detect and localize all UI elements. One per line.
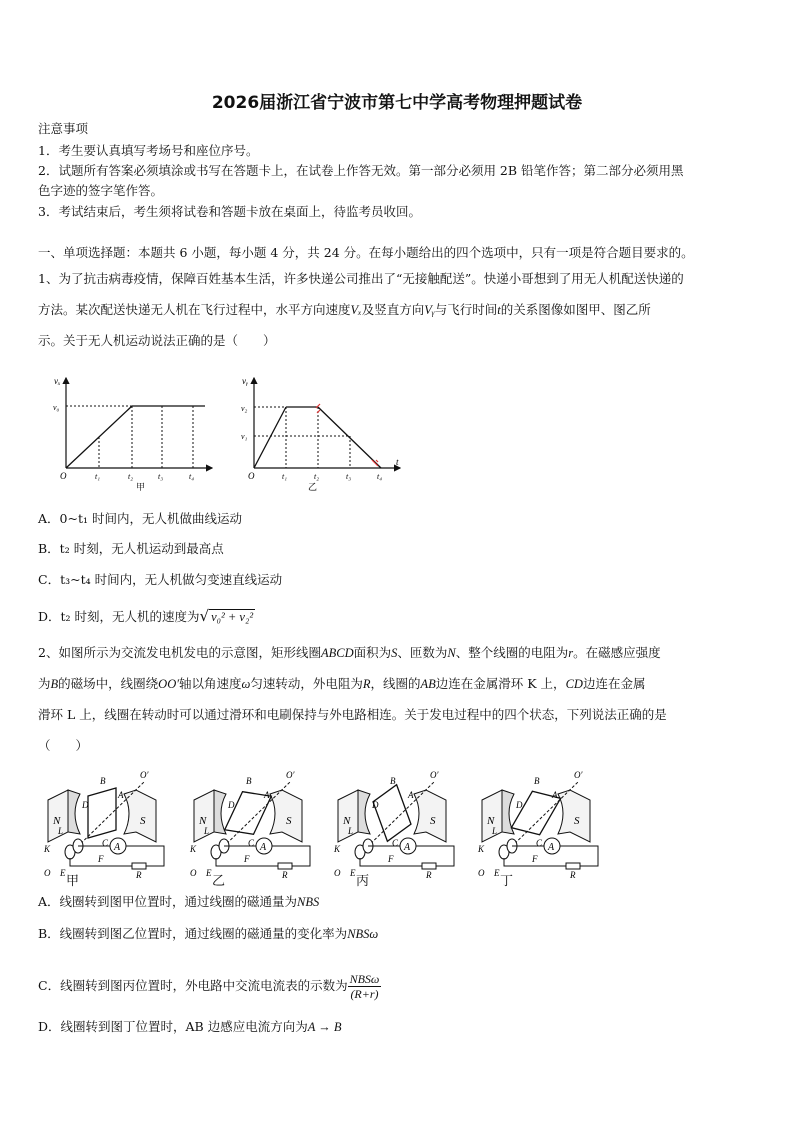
figure-label: O′ — [574, 770, 583, 780]
figure-label: S — [286, 815, 292, 827]
figure-label: K — [44, 844, 51, 854]
figure-label: C — [102, 838, 109, 848]
section-heading: 一、单项选择题：本题共 6 小题，每小题 4 分，共 24 分。在每小题给出的四个选项中，只有一项是符合题目要求的。 — [38, 245, 694, 260]
figure-label: D — [82, 800, 89, 810]
page-title: 2026届浙江省宁波市第七中学高考物理押题试卷 — [211, 93, 583, 113]
figure-label: E — [350, 868, 356, 878]
q1-option-d: D．t₂ 时刻，无人机的速度为√ v₀² + v₂² — [38, 607, 254, 625]
q2-stem-line4: （ ） — [38, 738, 89, 753]
generator-diagram — [40, 768, 170, 880]
generator-diagram — [474, 768, 604, 880]
figure-label: O — [478, 868, 485, 878]
generator-figure — [186, 768, 316, 880]
figure-label: D — [372, 800, 379, 810]
figure-label: O′ — [430, 770, 439, 780]
q2-stem-line1: 2、如图所示为交流发电机发电的示意图，矩形线圈ABCD面积为S、匝数为N、整个线圈的电阻为r。在磁感应强度 — [38, 645, 661, 660]
generator-figure — [474, 768, 604, 880]
svg-text:t: t — [396, 457, 399, 467]
figure-label: F — [388, 854, 394, 864]
q1-option-c: C．t₃~t₄ 时间内，无人机做匀变速直线运动 — [38, 572, 283, 587]
figure-label: K — [334, 844, 341, 854]
figure-label: B — [246, 776, 252, 786]
figure-label: A — [264, 790, 270, 800]
q2-option-a: A．线圈转到图甲位置时，通过线圈的磁通量为NBS — [38, 894, 320, 909]
q1-stem-line1: 1、为了抗击病毒疫情，保障百姓基本生活，许多快递公司推出了“无接触配送”。快递小哥想到了用无人机配送快递的 — [38, 271, 684, 286]
svg-text:t₄: t₄ — [189, 472, 195, 481]
figure-label: L — [492, 826, 498, 836]
figure-label: F — [98, 854, 104, 864]
svg-text:vᵧ: vᵧ — [242, 376, 249, 386]
figure-label: B — [100, 776, 106, 786]
figure-label: R — [136, 870, 142, 880]
figure-label: D — [516, 800, 523, 810]
figure-caption: 丁 — [500, 874, 514, 889]
generator-diagram — [186, 768, 316, 880]
figure-label: L — [348, 826, 354, 836]
svg-text:t₁: t₁ — [95, 472, 101, 481]
figure-label: A — [408, 790, 414, 800]
figure-label: R — [282, 870, 288, 880]
figure-label: N — [487, 815, 495, 827]
svg-text:v₂: v₂ — [241, 404, 248, 413]
figure-caption: 乙 — [212, 874, 226, 889]
figure-label: B — [534, 776, 540, 786]
figure-label: O — [334, 868, 341, 878]
figure-label: F — [244, 854, 250, 864]
q2-stem-line2: 为B的磁场中，线圈绕OO′轴以角速度ω匀速转动，外电阻为R，线圈的AB边连在金属滑环 K 上，CD边连在金属 — [38, 676, 646, 691]
figure-label: O — [190, 868, 197, 878]
svg-text:t₁: t₁ — [282, 472, 288, 481]
q1-graph-yi — [238, 372, 408, 492]
fraction: $\frac{\text{NBSω}}{(R+r)}$ — [349, 972, 380, 1001]
svg-text:t₄: t₄ — [377, 472, 383, 481]
figure-label: D — [228, 800, 235, 810]
figure-label: L — [58, 826, 64, 836]
svg-text:v₁: v₁ — [241, 432, 248, 441]
figure-caption: 甲 — [66, 874, 80, 889]
svg-text:t₃: t₃ — [346, 472, 352, 481]
figure-label: R — [426, 870, 432, 880]
figure-label: L — [204, 826, 210, 836]
notice-item: 色字迹的签字笔作答。 — [38, 183, 164, 198]
q2-option-b: B．线圈转到图乙位置时，通过线圈的磁通量的变化率为NBSω — [38, 926, 379, 941]
svg-text:O: O — [248, 471, 255, 481]
figure-label: S — [140, 815, 146, 827]
generator-figure — [330, 768, 460, 880]
figure-label: B — [390, 776, 396, 786]
svg-text:t₃: t₃ — [158, 472, 164, 481]
q1-option-a: A．0~t₁ 时间内，无人机做曲线运动 — [38, 511, 242, 526]
svg-text:v₀: v₀ — [53, 403, 60, 412]
figure-label: C — [392, 838, 399, 848]
q1-stem-line3: 示。关于无人机运动说法正确的是（ ） — [38, 333, 276, 348]
figure-label: N — [199, 815, 207, 827]
svg-text:t₂: t₂ — [128, 472, 134, 481]
q2-stem-line3: 滑环 L 上，线圈在转动时可以通过滑环和电刷保持与外电路相连。关于发电过程中的四个状态，下列说法正确的是 — [38, 707, 667, 722]
figure-label: S — [574, 815, 580, 827]
svg-text:甲: 甲 — [136, 482, 146, 492]
notice-item: 2．试题所有答案必须填涂或书写在答题卡上，在试卷上作答无效。第一部分必须用 2B 铅笔作答；第二部分必须用黑 — [38, 163, 684, 178]
figure-label: C — [536, 838, 543, 848]
figure-label: N — [343, 815, 351, 827]
figure-label: A — [548, 842, 555, 853]
svg-text:vₓ: vₓ — [54, 376, 61, 386]
figure-caption: 丙 — [356, 874, 370, 889]
figure-label: A — [404, 842, 411, 853]
figure-label: E — [206, 868, 212, 878]
figure-label: S — [430, 815, 436, 827]
figure-label: E — [60, 868, 66, 878]
q1-graph-jia — [50, 372, 220, 492]
figure-label: O′ — [286, 770, 295, 780]
notice-item: 3．考试结束后，考生须将试卷和答题卡放在桌面上，待监考员收回。 — [38, 204, 421, 219]
figure-label: K — [190, 844, 197, 854]
figure-label: N — [53, 815, 61, 827]
q2-option-d: D．线圈转到图丁位置时，AB 边感应电流方向为A → B — [38, 1019, 342, 1034]
figure-label: C — [248, 838, 255, 848]
q1-option-b: B．t₂ 时刻，无人机运动到最高点 — [38, 541, 224, 556]
q2-option-c: C．线圈转到图丙位置时，外电路中交流电流表的示数为 $\frac{\text{NBSω}}{(R+r)}$ — [38, 972, 380, 1001]
notice-heading: 注意事项 — [38, 121, 89, 136]
notice-item: 1．考生要认真填写考场号和座位序号。 — [38, 143, 259, 158]
svg-text:O: O — [60, 471, 67, 481]
figure-label: A — [114, 842, 121, 853]
svg-text:乙: 乙 — [308, 482, 318, 492]
generator-diagram — [330, 768, 460, 880]
figure-label: A — [118, 790, 124, 800]
figure-label: O — [44, 868, 51, 878]
generator-figure — [40, 768, 170, 880]
svg-text:t₂: t₂ — [314, 472, 320, 481]
figure-label: K — [478, 844, 485, 854]
figure-label: O′ — [140, 770, 149, 780]
q1-stem-line2: 方法。某次配送快递无人机在飞行过程中，水平方向速度Vₓ及竖直方向Vᵧ与飞行时间t的关系图像如图甲、图乙所 — [38, 302, 651, 317]
figure-label: A — [552, 790, 558, 800]
figure-label: R — [570, 870, 576, 880]
figure-label: A — [260, 842, 267, 853]
figure-label: F — [532, 854, 538, 864]
figure-label: E — [494, 868, 500, 878]
